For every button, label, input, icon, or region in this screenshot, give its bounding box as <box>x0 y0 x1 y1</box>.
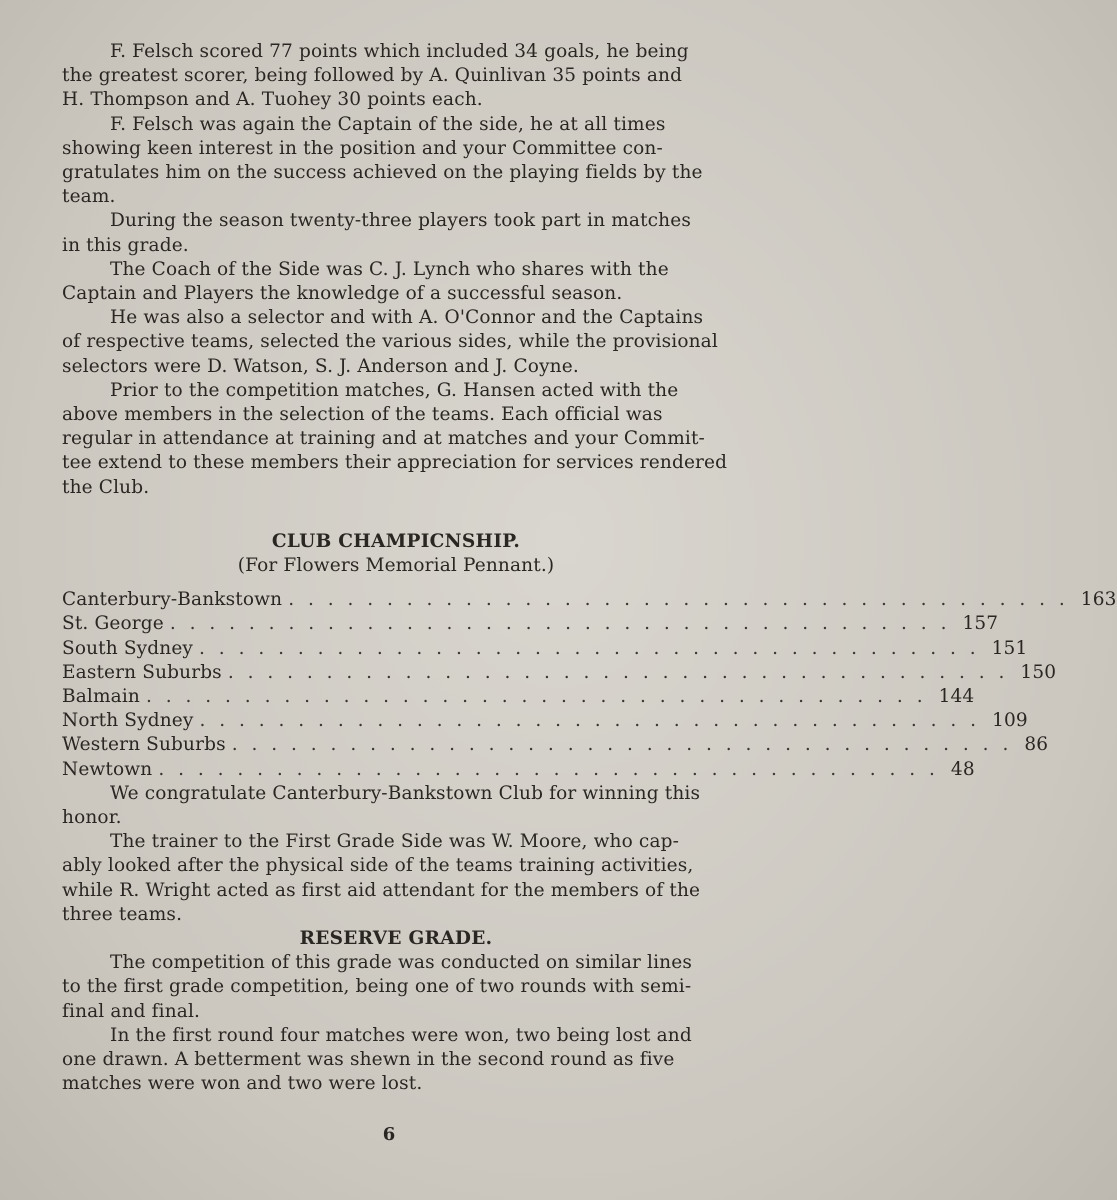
team-score: 150 <box>1020 661 1057 683</box>
text-line: F. Felsch was again the Captain of the side, he at all times <box>110 113 666 135</box>
team-score: 144 <box>938 686 975 708</box>
leader-dots: . . . . . . . . . . . . . . . . . . . . . . . . . . . . . . . . . . . . . . . . <box>231 734 1013 756</box>
text-line: Prior to the competition matches, G. Hansen acted with the <box>110 379 679 401</box>
text-line: He was also a selector and with A. O'Connor and the Captains <box>110 307 704 329</box>
paragraph-selectors <box>62 306 730 379</box>
team-name: St. George <box>62 613 164 635</box>
team-score: 151 <box>991 637 1028 659</box>
table-row <box>62 685 975 709</box>
leader-dots: . . . . . . . . . . . . . . . . . . . . . . . . . . . . . . . . . . . . . . . . <box>288 589 1069 611</box>
text-line: During the season twenty-three players took part in matches <box>110 210 691 232</box>
team-score: 109 <box>992 710 1028 732</box>
team-name: South Sydney <box>62 637 194 659</box>
text-line: above members in the selection of the teams. Each official was <box>62 404 663 426</box>
text-line: regular in attendance at training and at matches and your Commit- <box>62 428 705 450</box>
paragraph-players <box>62 209 730 257</box>
text-line: In the first round four matches were won, two being lost and <box>110 1024 692 1046</box>
text-line: matches were won and two were lost. <box>62 1073 423 1095</box>
table-row <box>62 709 1028 733</box>
text-line: while R. Wright acted as first aid attendant for the members of the <box>62 879 701 901</box>
table-row <box>62 588 1117 612</box>
table-row <box>62 758 975 782</box>
text-line: The trainer to the First Grade Side was W. Moore, who cap- <box>110 831 680 853</box>
reserve-grade-heading: RESERVE GRADE. <box>299 927 493 949</box>
paragraph-hansen <box>62 379 730 500</box>
table-row <box>62 637 1028 661</box>
team-score: 157 <box>962 613 999 635</box>
text-line: in this grade. <box>62 234 189 256</box>
text-line: three teams. <box>62 903 183 925</box>
club-championship-heading: CLUB CHAMPICNSHIP. <box>271 530 521 552</box>
team-name: North Sydney <box>62 710 194 732</box>
paragraph-reserve-results <box>62 1024 730 1097</box>
team-name: Newtown <box>62 758 153 780</box>
team-score: 48 <box>950 758 975 780</box>
leader-dots: . . . . . . . . . . . . . . . . . . . . . . . . . . . . . . . . . . . . . . . . <box>169 613 951 635</box>
team-name: Eastern Suburbs <box>62 661 222 683</box>
paragraph-trainer <box>62 830 730 927</box>
text-line: F. Felsch scored 77 points which included 34 goals, he being <box>110 41 689 62</box>
leader-dots: . . . . . . . . . . . . . . . . . . . . . . . . . . . . . . . . . . . . . . . . <box>227 661 1009 683</box>
table-row <box>62 612 999 636</box>
text-line: tee extend to these members their appreciation for services rendered <box>62 452 728 474</box>
text-line: We congratulate Canterbury-Bankstown Club for winning this <box>110 782 701 804</box>
text-line: team. <box>62 186 116 208</box>
table-row <box>62 733 1049 757</box>
leader-dots: . . . . . . . . . . . . . . . . . . . . . . . . . . . . . . . . . . . . . . . . <box>158 758 939 780</box>
text-line: The competition of this grade was conducted on similar lines <box>110 952 692 974</box>
text-line: The Coach of the Side was C. J. Lynch who shares with the <box>110 258 669 280</box>
text-line: H. Thompson and A. Tuohey 30 points each. <box>62 89 483 111</box>
paragraph-congratulations <box>62 782 730 830</box>
text-line: of respective teams, selected the various sides, while the provisional <box>62 331 718 353</box>
leader-dots: . . . . . . . . . . . . . . . . . . . . . . . . . . . . . . . . . . . . . . . . <box>199 637 980 659</box>
text-line: gratulates him on the success achieved on the playing fields by the <box>62 162 703 184</box>
table-row <box>62 661 1057 685</box>
text-line: honor. <box>62 806 122 828</box>
page-text <box>62 40 1117 1096</box>
paragraph-coach <box>62 258 730 306</box>
text-line: the greatest scorer, being followed by A. Quinlivan 35 points and <box>62 65 683 87</box>
text-line: final and final. <box>62 1000 201 1022</box>
page-number: 6 <box>382 1124 396 1145</box>
paragraph-felsch-scoring <box>62 40 730 113</box>
team-name: Canterbury-Bankstown <box>62 589 283 611</box>
leader-dots: . . . . . . . . . . . . . . . . . . . . . . . . . . . . . . . . . . . . . . . . <box>199 710 981 732</box>
team-name: Western Suburbs <box>62 734 226 756</box>
text-line: showing keen interest in the position and your Committee con- <box>62 137 663 159</box>
text-line: ably looked after the physical side of the teams training activities, <box>62 855 694 877</box>
paragraph-felsch-captain <box>62 113 730 210</box>
paragraph-reserve-competition <box>62 951 730 1024</box>
team-score: 163 <box>1080 589 1117 611</box>
team-score: 86 <box>1024 734 1049 756</box>
text-line: one drawn. A betterment was shewn in the second round as five <box>62 1049 675 1070</box>
text-line: Captain and Players the knowledge of a successful season. <box>62 283 623 305</box>
club-championship-subheading: (For Flowers Memorial Pennant.) <box>237 555 555 577</box>
text-line: the Club. <box>62 476 150 498</box>
text-line: to the first grade competition, being one of two rounds with semi- <box>62 976 692 998</box>
leader-dots: . . . . . . . . . . . . . . . . . . . . . . . . . . . . . . . . . . . . . . . . <box>146 686 927 708</box>
championship-table <box>62 588 1117 782</box>
team-name: Balmain <box>62 686 140 708</box>
text-line: selectors were D. Watson, S. J. Anderson and J. Coyne. <box>62 355 579 377</box>
